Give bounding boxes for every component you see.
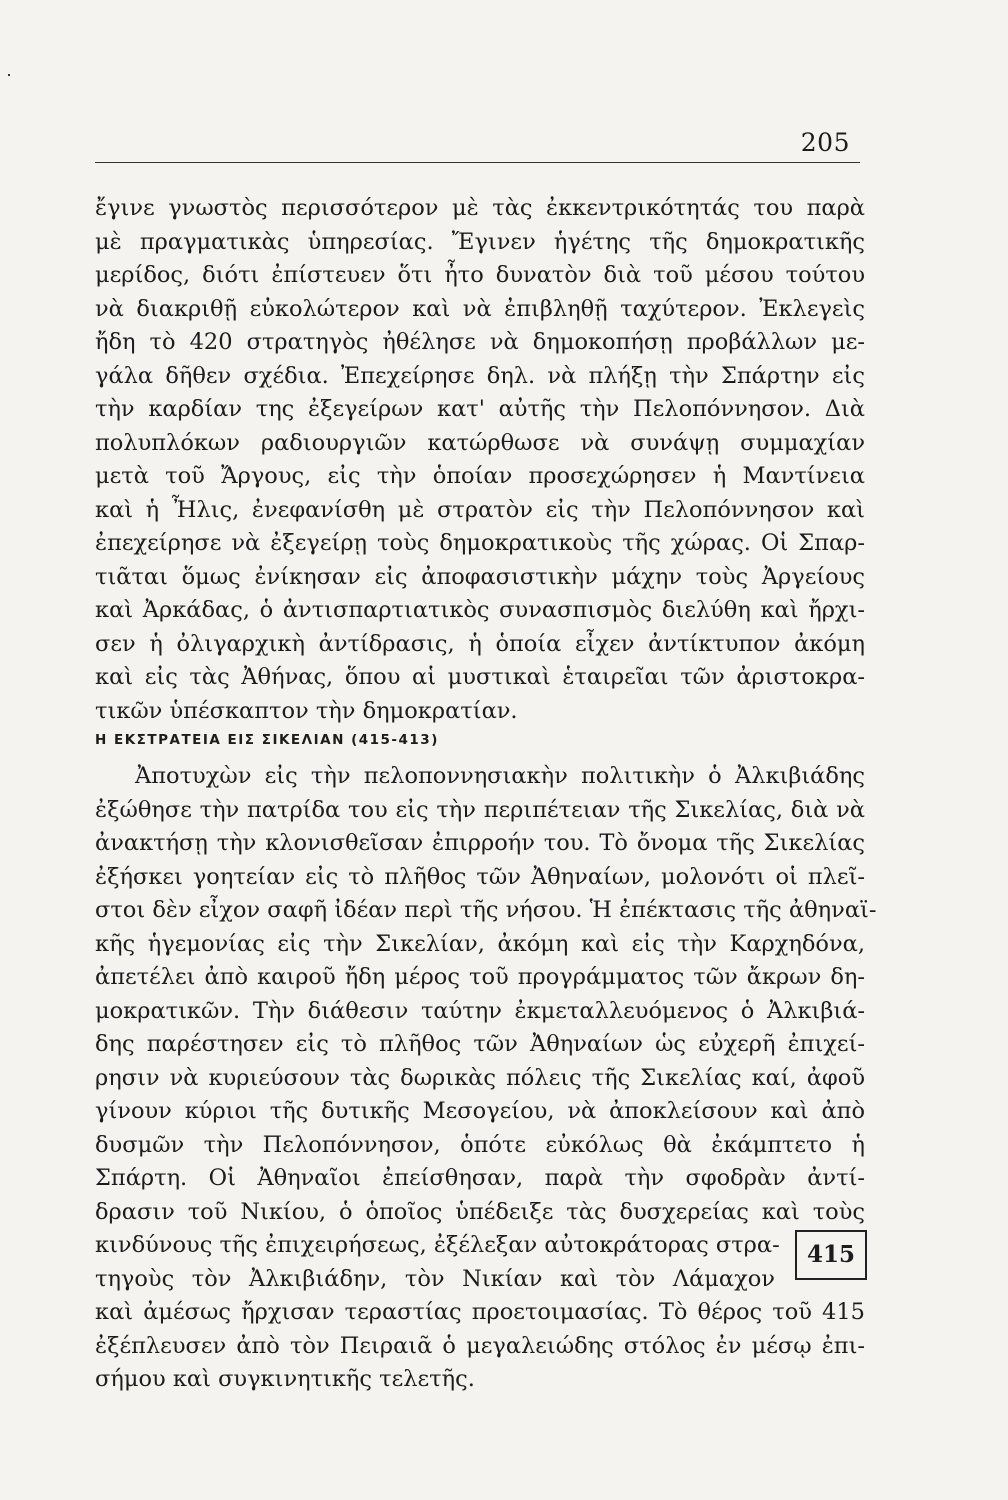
text-line: ἐξήσκει γοητείαν εἰς τὸ πλῆθος τῶν Ἀθηναίων, μολονότι οἱ πλεῖ-	[95, 863, 865, 890]
text-line: ἔγινε γνωστὸς περισσότερον μὲ τὰς ἐκκεντρικότητάς του παρὰ	[95, 195, 865, 221]
text-line: Σπάρτη. Οἱ Ἀθηναῖοι ἐπείσθησαν, παρὰ τὴν σφοδρὰν ἀντί-	[95, 1165, 865, 1191]
paragraph-alcibiades-intro	[95, 192, 865, 728]
scan-mark	[8, 74, 10, 76]
text-line: τικῶν ὑπέσκαπτον τὴν δημοκρατίαν.	[95, 697, 518, 724]
text-line: τὴν καρδίαν της ἐξεγείρων κατ' αὐτῆς τὴν Πελοπόννησον. Διὰ	[95, 396, 865, 422]
text-line: στοι δὲν εἶχον σαφῆ ἰδέαν περὶ τῆς νήσου. Ἡ ἐπέκτασις τῆς ἀθηναϊ-	[95, 897, 877, 923]
text-line: ἀνακτήσῃ τὴν κλονισθεῖσαν ἐπιρροήν του. Τὸ ὄνομα τῆς Σικελίας	[95, 830, 865, 856]
page-number: 205	[800, 128, 850, 157]
text-line: μὲ πραγματικὰς ὑπηρεσίας. Ἔγινεν ἡγέτης τῆς δημοκρατικῆς	[95, 228, 865, 255]
text-line: κινδύνους τῆς ἐπιχειρήσεως, ἐξέλεξαν αὐτοκράτορας στρα-	[95, 1232, 780, 1258]
text-line: γάλα δῆθεν σχέδια. Ἐπεχείρησε δηλ. νὰ πλήξῃ τὴν Σπάρτην εἰς	[95, 362, 865, 389]
text-line: γίνουν κύριοι τῆς δυτικῆς Μεσογείου, νὰ ἀποκλείσουν καὶ ἀπὸ	[95, 1098, 865, 1124]
text-line: μοκρατικῶν. Τὴν διάθεσιν ταύτην ἐκμεταλλευόμενος ὁ Ἀλκιβιά-	[95, 997, 865, 1024]
text-line: τηγοὺς τὸν Ἀλκιβιάδην, τὸν Νικίαν καὶ τὸν Λάμαχον	[95, 1265, 775, 1292]
text-line: καὶ ἀμέσως ἤρχισαν τεραστίας προετοιμασίας. Τὸ θέρος τοῦ 415	[95, 1299, 865, 1325]
text-line: δρασιν τοῦ Νικίου, ὁ ὁποῖος ὑπέδειξε τὰς δυσχερείας καὶ τοὺς	[95, 1198, 865, 1225]
text-line: Ἀποτυχὼν εἰς τὴν πελοποννησιακὴν πολιτικὴν ὁ Ἀλκιβιάδης	[135, 763, 865, 789]
text-line: καὶ εἰς τὰς Ἀθήνας, ὅπου αἱ μυστικαὶ ἑταιρεῖαι τῶν ἀριστοκρα-	[95, 664, 865, 690]
text-line: νὰ διακριθῇ εὐκολώτερον καὶ νὰ ἐπιβληθῇ ταχύτερον. Ἐκλεγεὶς	[95, 295, 865, 322]
text-line: καὶ Ἀρκάδας, ὁ ἀντισπαρτιατικὸς συνασπισμὸς διελύθη καὶ ἤρχι-	[95, 597, 865, 623]
paragraph-sicilian-expedition	[95, 760, 877, 1397]
text-line: κῆς ἡγεμονίας εἰς τὴν Σικελίαν, ἀκόμη καὶ εἰς τὴν Καρχηδόνα,	[95, 930, 865, 957]
text-line: ἐπεχείρησε νὰ ἐξεγείρῃ τοὺς δημοκρατικοὺς τῆς χώρας. Οἱ Σπαρ-	[95, 530, 865, 556]
text-line: ἐξέπλευσεν ἀπὸ τὸν Πειραιᾶ ὁ μεγαλειώδης στόλος ἐν μέσῳ ἐπι-	[95, 1332, 865, 1359]
text-line: πολυπλόκων ραδιουργιῶν κατώρθωσε νὰ συνάψῃ συμμαχίαν	[95, 429, 865, 456]
text-line: καὶ ἡ Ἦλις, ἐνεφανίσθη μὲ στρατὸν εἰς τὴν Πελοπόννησον καὶ	[95, 496, 865, 523]
text-line: τιᾶται ὅμως ἐνίκησαν εἰς ἀποφασιστικὴν μάχην τοὺς Ἀργείους	[95, 563, 865, 590]
text-line: σήμου καὶ συγκινητικῆς τελετῆς.	[95, 1366, 475, 1392]
text-line: δυσμῶν τὴν Πελοπόννησον, ὁπότε εὐκόλως θὰ ἐκάμπτετο ἡ	[95, 1131, 865, 1158]
text-line: μετὰ τοῦ Ἄργους, εἰς τὴν ὁποίαν προσεχώρησεν ἡ Μαντίνεια	[95, 463, 865, 489]
text-line: ἐξώθησε τὴν πατρίδα του εἰς τὴν περιπέτειαν τῆς Σικελίας, διὰ νὰ	[95, 796, 865, 823]
text-line: δης παρέστησεν εἰς τὸ πλῆθος τῶν Ἀθηναίων ὡς εὐχερῆ ἐπιχεί-	[95, 1031, 865, 1057]
text-line: ἀπετέλει ἀπὸ καιροῦ ἤδη μέρος τοῦ προγράμματος τῶν ἄκρων δη-	[95, 964, 865, 990]
header-rule	[95, 162, 860, 163]
section-heading: Η ΕΚΣΤΡΑΤΕΙΑ ΕΙΣ ΣΙΚΕΛΙΑΝ (415-413)	[95, 732, 439, 748]
margin-year-box: 415	[795, 1230, 867, 1280]
text-line: ἤδη τὸ 420 στρατηγὸς ἠθέλησε νὰ δημοκοπήσῃ προβάλλων με-	[95, 329, 865, 355]
text-line: μερίδος, διότι ἐπίστευεν ὅτι ἦτο δυνατὸν διὰ τοῦ μέσου τούτου	[95, 262, 865, 288]
text-line: σεν ἡ ὀλιγαρχικὴ ἀντίδρασις, ἡ ὁποία εἶχεν ἀντίκτυπον ἀκόμη	[95, 630, 865, 657]
text-line: ρησιν νὰ κυριεύσουν τὰς δωρικὰς πόλεις τῆς Σικελίας καί, ἀφοῦ	[95, 1064, 865, 1091]
